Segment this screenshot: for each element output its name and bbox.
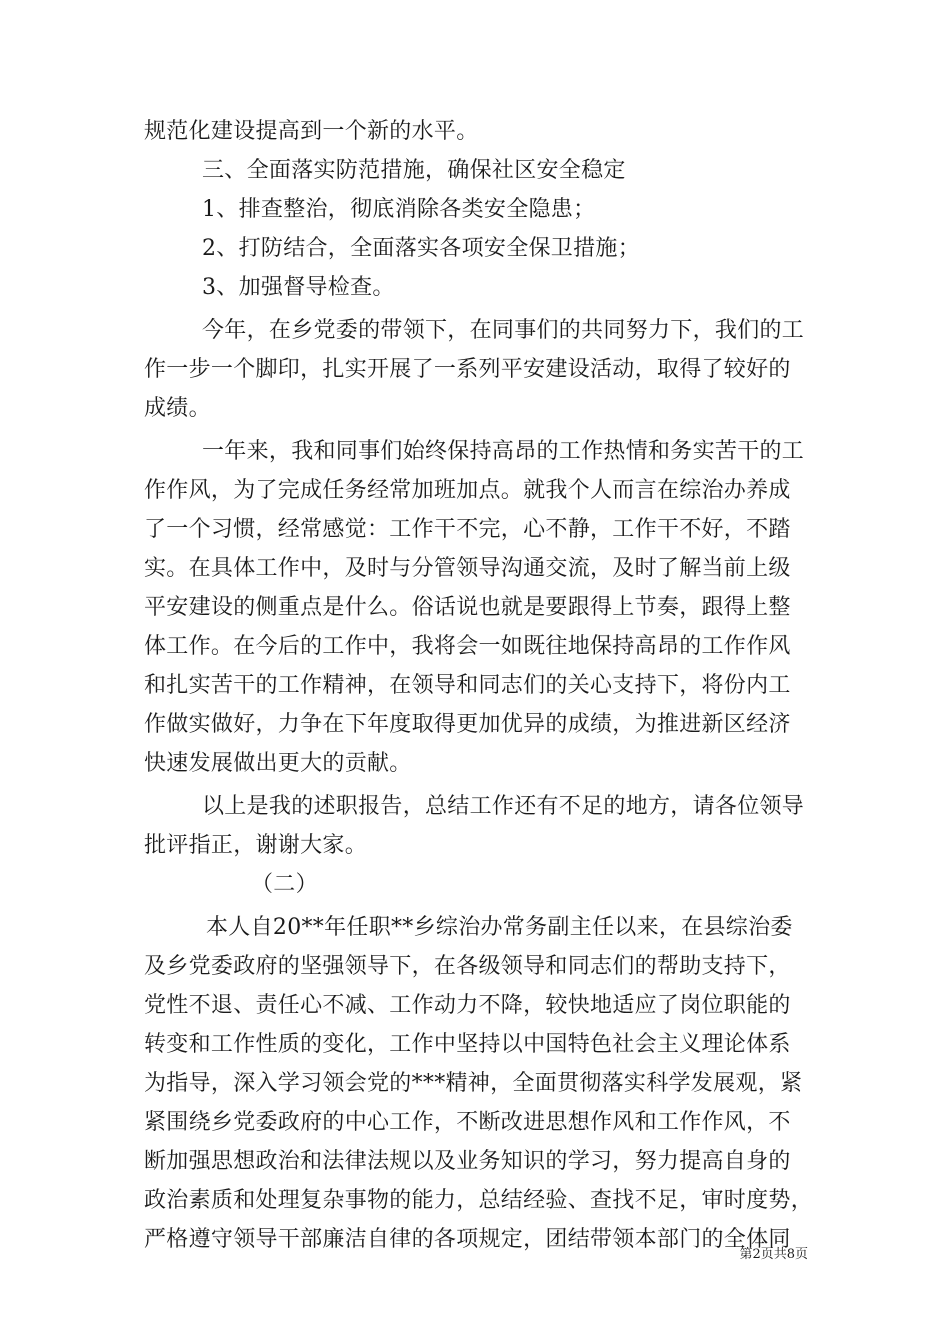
list-item: 3、加强督导检查。 — [202, 275, 395, 300]
paragraph-line: 体工作。在今后的工作中，我将会一如既往地保持高昂的工作作风 — [144, 634, 791, 659]
paragraph-line: 快速发展做出更大的贡献。 — [144, 751, 412, 776]
paragraph-line: 政治素质和处理复杂事物的能力，总结经验、查找不足，审时度势， — [144, 1188, 814, 1213]
paragraph-line: 转变和工作性质的变化，工作中坚持以中国特色社会主义理论体系 — [144, 1032, 791, 1057]
paragraph-line: 及乡党委政府的坚强领导下，在各级领导和同志们的帮助支持下， — [144, 954, 791, 979]
paragraph-line: 了一个习惯，经常感觉：工作干不完，心不静，工作干不好，不踏 — [144, 517, 791, 542]
section-heading: 三、全面落实防范措施，确保社区安全稳定 — [202, 158, 626, 183]
document-body — [144, 112, 814, 1259]
paragraph-line: 平安建设的侧重点是什么。俗话说也就是要跟得上节奏，跟得上整 — [144, 595, 791, 620]
paragraph-line: 本人自20**年任职**乡综治办常务副主任以来，在县综治委 — [206, 915, 793, 940]
list-item: 1、排查整治，彻底消除各类安全隐患； — [202, 197, 596, 222]
paragraph-line: 一年来，我和同事们始终保持高昂的工作热情和务实苦干的工 — [202, 439, 805, 464]
text-line: 规范化建设提高到一个新的水平。 — [144, 119, 479, 144]
paragraph-line: 今年，在乡党委的带领下，在同事们的共同努力下，我们的工 — [202, 318, 805, 343]
paragraph-line: 以上是我的述职报告，总结工作还有不足的地方，请各位领导 — [202, 794, 805, 819]
paragraph-line: 批评指正，谢谢大家。 — [144, 833, 368, 858]
paragraph-line: 和扎实苦干的工作精神，在领导和同志们的关心支持下，将份内工 — [144, 673, 791, 698]
paragraph-line: 作作风，为了完成任务经常加班加点。就我个人而言在综治办养成 — [144, 478, 791, 503]
paragraph-line: 作做实做好，力争在下年度取得更加优异的成绩，为推进新区经济 — [144, 712, 791, 737]
paragraph-line: 实。在具体工作中，及时与分管领导沟通交流，及时了解当前上级 — [144, 556, 791, 581]
paragraph-line: 作一步一个脚印，扎实开展了一系列平安建设活动，取得了较好的 — [144, 357, 791, 382]
paragraph-line: 成绩。 — [144, 396, 211, 421]
list-item: 2、打防结合，全面落实各项安全保卫措施； — [202, 236, 640, 261]
paragraph-line: 为指导，深入学习领会党的***精神，全面贯彻落实科学发展观，紧 — [144, 1071, 803, 1096]
paragraph-line: 严格遵守领导干部廉洁自律的各项规定，团结带领本部门的全体同 — [144, 1227, 791, 1252]
paragraph-line: 党性不退、责任心不减、工作动力不降，较快地适应了岗位职能的 — [144, 993, 791, 1018]
page-number-footer: 第2页共8页 — [739, 1247, 808, 1262]
section-subtitle: （二） — [251, 872, 318, 897]
paragraph-line: 紧围绕乡党委政府的中心工作，不断改进思想作风和工作作风，不 — [144, 1110, 791, 1135]
paragraph-line: 断加强思想政治和法律法规以及业务知识的学习，努力提高自身的 — [144, 1149, 791, 1174]
